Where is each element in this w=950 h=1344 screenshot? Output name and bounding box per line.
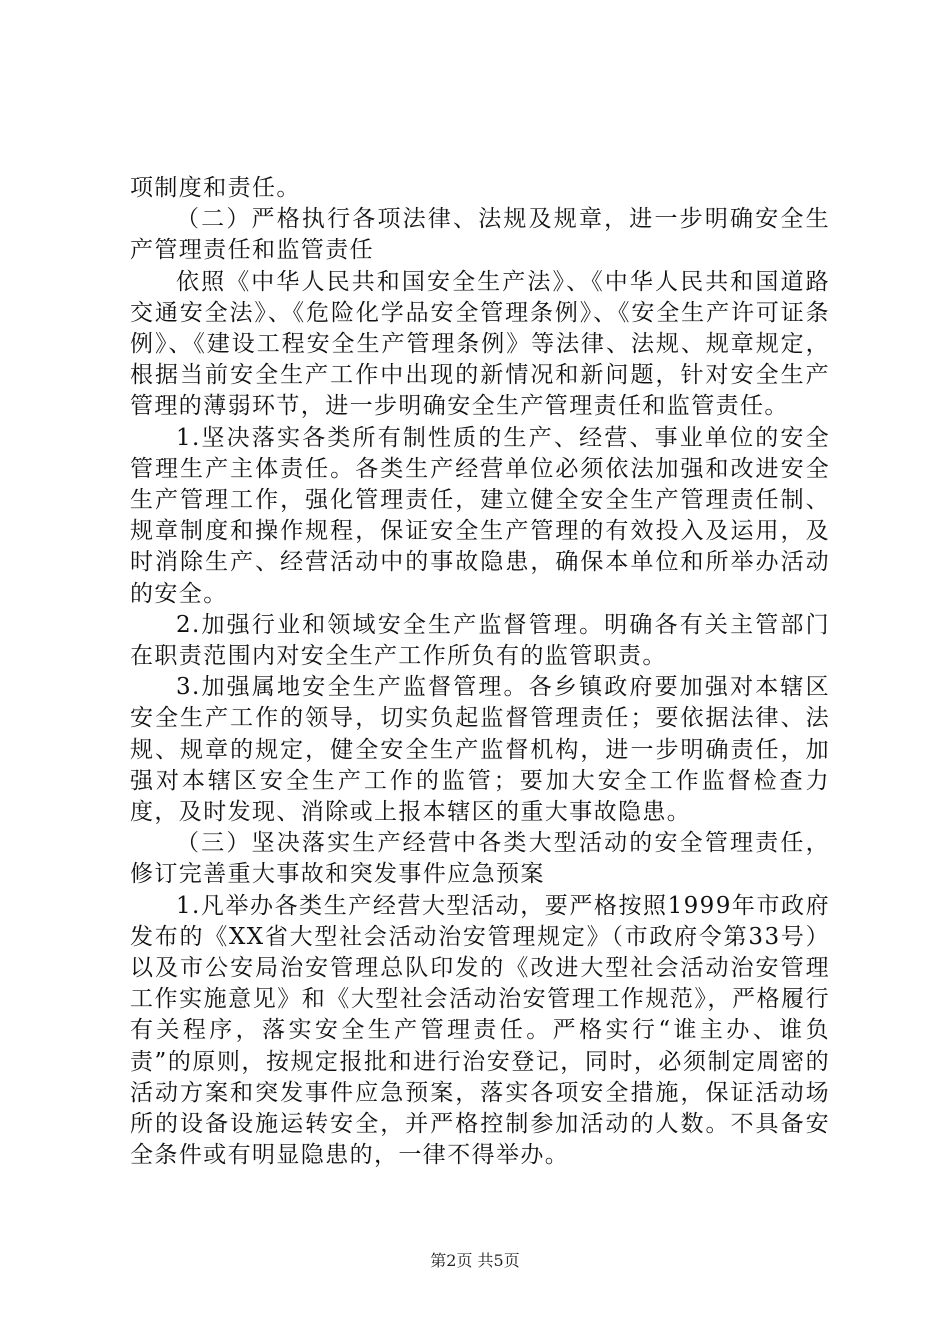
paragraph: 依照《中华人民共和国安全生产法》、《中华人民共和国道路交通安全法》、《危险化学品安全管理条例》、《安全生产许可证条例》、《建设工程安全生产管理条例》等法律、法规、规章规定，根据当前安全生产工作中出现的新情况和新问题，针对安全生产管理的薄弱环节，进一步明确安全生产管理责任和监管责任。 [130, 268, 830, 420]
page-number: 第2页 共5页 [430, 1251, 520, 1270]
section-heading-2: （二）严格执行各项法律、法规及规章，进一步明确安全生产管理责任和监管责任 [130, 206, 830, 264]
list-item: 3.加强属地安全生产监督管理。各乡镇政府要加强对本辖区安全生产工作的领导，切实负起监督管理责任；要依据法律、法规、规章的规定，健全安全生产监督机构，进一步明确责任，加强对本辖区安全生产工作的监管；要加大安全工作监督检查力度，及时发现、消除或上报本辖区的重大事故隐患。 [130, 674, 830, 826]
list-item: 1.凡举办各类生产经营大型活动，要严格按照1999年市政府发布的《XX省大型社会活动治安管理规定》（市政府令第33号）以及市公安局治安管理总队印发的《改进大型社会活动治安管理工作实施意见》和《大型社会活动治安管理工作规范》，严格履行有关程序，落实安全生产管理责任。严格实行“谁主办、谁负责”的原则，按规定报批和进行治安登记，同时，必须制定周密的活动方案和突发事件应急预案，落实各项安全措施，保证活动场所的设备设施运转安全，并严格控制参加活动的人数。不具备安全条件或有明显隐患的，一律不得举办。 [130, 892, 830, 1169]
list-item: 1.坚决落实各类所有制性质的生产、经营、事业单位的安全管理生产主体责任。各类生产经营单位必须依法加强和改进安全生产管理工作，强化管理责任，建立健全安全生产管理责任制、规章制度和操作规程，保证安全生产管理的有效投入及运用，及时消除生产、经营活动中的事故隐患，确保本单位和所举办活动的安全。 [130, 424, 830, 607]
paragraph-continuation: 项制度和责任。 [130, 175, 301, 201]
section-heading-3: （三）坚决落实生产经营中各类大型活动的安全管理责任，修订完善重大事故和突发事件应急预案 [130, 830, 830, 888]
document-body [130, 173, 830, 1172]
list-item: 2.加强行业和领域安全生产监督管理。明确各有关主管部门在职责范围内对安全生产工作所负有的监管职责。 [130, 611, 830, 670]
